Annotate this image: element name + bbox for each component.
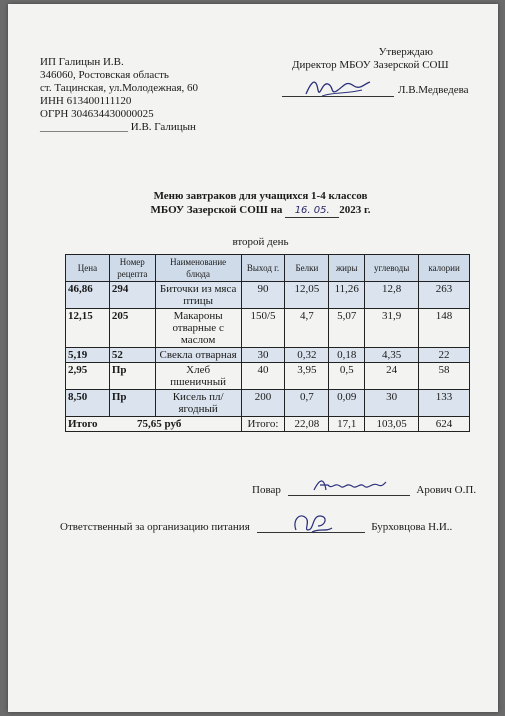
cook-name: Арович О.П. — [416, 484, 477, 496]
cell-total-label2: Итого: — [241, 417, 285, 432]
cell-recipe: Пр — [109, 390, 155, 417]
cell-fat: 0,5 — [329, 363, 365, 390]
director-signature — [302, 76, 372, 100]
supplier-address-street: ст. Тацинская, ул.Молодежная, 60 — [40, 82, 199, 94]
cell-total-kcal: 624 — [419, 417, 470, 432]
cell-price: 12,15 — [66, 309, 110, 348]
menu-title: Меню завтраков для учащихся 1-4 классов — [153, 190, 368, 202]
date-handwritten: 16. 05. — [285, 204, 339, 218]
total-amount: 75,65 руб — [137, 418, 182, 430]
cell-dish: Хлеб пшеничный — [155, 363, 241, 390]
table-row — [66, 363, 470, 390]
col-header-recipe: Номер рецепта — [109, 255, 155, 282]
cell-price: 8,50 — [66, 390, 110, 417]
menu-title-school — [8, 204, 505, 218]
cell-recipe: 52 — [109, 348, 155, 363]
table-row — [66, 282, 470, 309]
cell-yield: 40 — [241, 363, 285, 390]
table-total-row — [66, 417, 470, 432]
menu-table — [65, 254, 470, 432]
cell-yield: 90 — [241, 282, 285, 309]
supplier-inn: ИНН 613400111120 — [40, 95, 132, 107]
cell-recipe: 205 — [109, 309, 155, 348]
cell-total-protein: 22,08 — [285, 417, 329, 432]
col-header-kcal: калории — [419, 255, 470, 282]
approval-block — [278, 46, 493, 98]
cell-dish: Макароны отварные с маслом — [155, 309, 241, 348]
supplier-name: ИП Галицын И.В. — [40, 56, 124, 68]
cell-kcal: 263 — [419, 282, 470, 309]
cell-protein: 3,95 — [285, 363, 329, 390]
cell-kcal: 148 — [419, 309, 470, 348]
year-suffix: 2023 г. — [339, 204, 371, 216]
col-header-fat: жиры — [329, 255, 365, 282]
document-sheet — [8, 4, 498, 712]
cell-kcal: 133 — [419, 390, 470, 417]
table-header-row — [66, 255, 470, 282]
director-name: Л.В.Медведева — [398, 84, 469, 96]
cell-price: 2,95 — [66, 363, 110, 390]
supplier-block — [40, 56, 198, 134]
cell-protein: 12,05 — [285, 282, 329, 309]
cell-dish: Кисель пл/ягодный — [155, 390, 241, 417]
cell-carbs: 4,35 — [365, 348, 419, 363]
menu-day: второй день — [232, 236, 289, 248]
approve-label: Утверждаю — [378, 46, 433, 58]
responsible-signature — [290, 510, 334, 536]
supplier-ogrn: ОГРН 304634430000025 — [40, 108, 154, 120]
responsible-name: Бурховцова Н.И.. — [371, 521, 453, 533]
cell-dish: Биточки из мяса птицы — [155, 282, 241, 309]
table-row — [66, 309, 470, 348]
col-header-yield: Выход г. — [241, 255, 285, 282]
cell-protein: 0,7 — [285, 390, 329, 417]
cell-carbs: 24 — [365, 363, 419, 390]
supplier-signature-line: ________________ И.В. Галицын — [40, 121, 196, 133]
cell-total-fat: 17,1 — [329, 417, 365, 432]
cook-signature — [312, 476, 388, 496]
cell-recipe: Пр — [109, 363, 155, 390]
responsible-signature-row — [60, 521, 452, 533]
table-row — [66, 348, 470, 363]
col-header-price: Цена — [66, 255, 110, 282]
cell-protein: 4,7 — [285, 309, 329, 348]
col-header-carbs: углеводы — [365, 255, 419, 282]
cell-carbs: 30 — [365, 390, 419, 417]
cell-recipe: 294 — [109, 282, 155, 309]
cell-carbs: 12,8 — [365, 282, 419, 309]
cell-fat: 0,09 — [329, 390, 365, 417]
cell-yield: 200 — [241, 390, 285, 417]
cell-kcal: 22 — [419, 348, 470, 363]
cell-protein: 0,32 — [285, 348, 329, 363]
cell-price: 5,19 — [66, 348, 110, 363]
responsible-label: Ответственный за организацию питания — [60, 521, 250, 533]
cell-yield: 30 — [241, 348, 285, 363]
cell-yield: 150/5 — [241, 309, 285, 348]
director-position: Директор МБОУ Зазерской СОШ — [292, 59, 449, 71]
cell-carbs: 31,9 — [365, 309, 419, 348]
cell-fat: 11,26 — [329, 282, 365, 309]
cell-kcal: 58 — [419, 363, 470, 390]
cell-dish: Свекла отварная — [155, 348, 241, 363]
table-row — [66, 390, 470, 417]
cell-fat: 0,18 — [329, 348, 365, 363]
supplier-address-region: 346060, Ростовская область — [40, 69, 169, 81]
cell-fat: 5,07 — [329, 309, 365, 348]
cell-price: 46,86 — [66, 282, 110, 309]
col-header-dish: Наименование блюда — [155, 255, 241, 282]
cell-total-carbs: 103,05 — [365, 417, 419, 432]
cook-label: Повар — [252, 484, 281, 496]
col-header-protein: Белки — [285, 255, 329, 282]
director-signature-row — [278, 84, 493, 98]
school-name: МБОУ Зазерской СОШ на — [150, 204, 283, 216]
cell-total — [66, 417, 242, 432]
total-label: Итого — [68, 418, 98, 430]
